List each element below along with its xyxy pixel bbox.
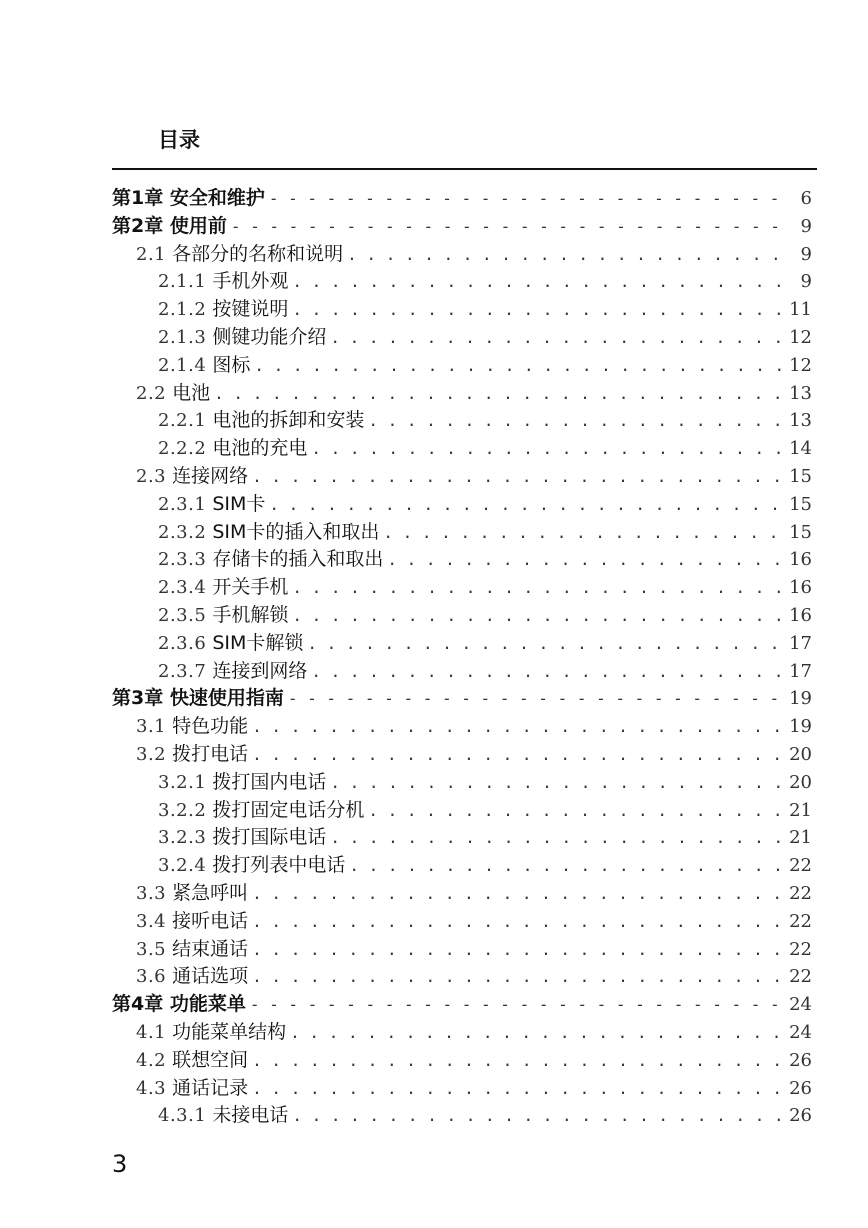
toc-entry-label: 结束通话: [172, 937, 249, 960]
toc-entry[interactable]: [112, 324, 812, 352]
toc-entry[interactable]: [112, 824, 812, 852]
toc-leader: [252, 1047, 785, 1075]
toc-entry-page: 26: [789, 1077, 812, 1099]
toc-entry-number: 2.2.1: [158, 410, 207, 432]
toc-leader: [311, 435, 785, 463]
toc-leader: [307, 630, 785, 658]
toc-entry[interactable]: [112, 546, 812, 574]
toc-entry-label: 拨打固定电话分机: [212, 798, 365, 821]
toc-entry[interactable]: [112, 380, 812, 408]
page-number: 3: [112, 1150, 128, 1178]
toc-entry[interactable]: [112, 435, 812, 463]
toc-leader: [330, 824, 785, 852]
toc-entry-label: 第1章 安全和维护: [112, 187, 265, 209]
toc-leader: [292, 296, 785, 324]
toc-entry-page: 16: [789, 577, 812, 599]
toc-entry-label: 电池的充电: [212, 437, 308, 460]
toc-leader: [252, 463, 785, 491]
toc-entry[interactable]: [112, 880, 812, 908]
toc-entry-label: 拨打列表中电话: [212, 854, 346, 877]
toc-leader: [368, 797, 785, 825]
toc-entry-label: 各部分的名称和说明: [172, 242, 344, 265]
toc-entry-label: SIM卡: [212, 492, 266, 515]
toc-entry-page: 20: [789, 743, 812, 765]
toc-entry-label: 第3章 快速使用指南: [112, 687, 284, 710]
toc-leader: [269, 185, 786, 213]
toc-entry-number: 2.3.7: [158, 660, 207, 682]
toc-entry-page: 12: [789, 354, 812, 376]
toc-entry-page: 16: [789, 604, 812, 626]
toc-entry-number: 4.3: [136, 1077, 167, 1099]
toc-entry-label: 第2章 使用前: [112, 214, 227, 237]
toc-entry-page: 26: [789, 1049, 812, 1071]
toc-entry[interactable]: [112, 713, 812, 741]
toc-entry-number: 2.3: [136, 465, 167, 487]
toc-entry-number: 2.1.1: [158, 271, 207, 293]
toc-entry-label: 未接电话: [212, 1104, 289, 1127]
toc-entry[interactable]: [112, 519, 812, 547]
toc-entry-number: 3.2.4: [158, 855, 207, 877]
toc-entry-page: 9: [800, 243, 812, 265]
toc-entry-page: 21: [789, 799, 812, 821]
toc-entry-number: 3.2.1: [158, 771, 207, 793]
toc-leader: [347, 241, 786, 269]
toc-entry-number: 4.1: [136, 1021, 167, 1043]
toc-entry-label: 电池的拆卸和安装: [212, 409, 365, 432]
toc-entry[interactable]: [112, 241, 812, 269]
toc-entry-page: 21: [789, 827, 812, 849]
toc-leader: [252, 908, 785, 936]
toc-leader: [252, 1075, 785, 1103]
toc-entry-page: 9: [800, 271, 812, 293]
toc-leader: [349, 852, 785, 880]
toc-leader: [292, 574, 785, 602]
toc-entry[interactable]: [112, 574, 812, 602]
toc-entry-number: 2.3.5: [158, 604, 207, 626]
toc-entry[interactable]: [112, 491, 812, 519]
toc-entry-label: SIM卡的插入和取出: [212, 520, 380, 543]
toc-leader: [252, 936, 785, 964]
toc-chapter-entry[interactable]: [112, 185, 812, 213]
toc-entry-number: 4.2: [136, 1049, 167, 1071]
toc-entry-page: 26: [789, 1105, 812, 1127]
toc-entry[interactable]: [112, 630, 812, 658]
toc-entry-page: 22: [789, 910, 812, 932]
toc-chapter-entry[interactable]: [112, 213, 812, 241]
toc-entry-number: 2.1.3: [158, 326, 207, 348]
toc-entry-page: 24: [789, 1021, 812, 1043]
toc-entry-label: 图标: [212, 353, 251, 376]
toc-entry-label: 联想空间: [172, 1048, 249, 1071]
toc-entry-number: 2.2: [136, 382, 167, 404]
toc-leader: [330, 769, 785, 797]
toc-entry-label: 侧键功能介绍: [212, 325, 327, 348]
toc-entry-label: 按键说明: [212, 298, 289, 321]
toc-entry-number: 3.2: [136, 743, 167, 765]
toc-entry-label: SIM卡解锁: [212, 631, 304, 654]
toc-entry-page: 6: [800, 188, 812, 209]
toc-title: 目录: [158, 128, 200, 152]
toc-entry-label: 手机解锁: [212, 603, 289, 626]
toc-entry-page: 13: [789, 410, 812, 432]
toc-leader: [254, 352, 785, 380]
toc-entry-page: 22: [789, 966, 812, 988]
toc-entry[interactable]: [112, 1102, 812, 1130]
toc-leader: [292, 1102, 785, 1130]
toc-entry-page: 16: [789, 549, 812, 571]
toc-entry[interactable]: [112, 852, 812, 880]
toc-leader: [383, 519, 785, 547]
toc-entry-label: 手机外观: [212, 270, 289, 293]
toc-leader: [252, 963, 785, 991]
toc-entry[interactable]: [112, 407, 812, 435]
toc-entry[interactable]: [112, 268, 812, 296]
toc-entry-page: 20: [789, 771, 812, 793]
toc-entry-number: 2.1: [136, 243, 167, 265]
toc-leader: [250, 991, 785, 1019]
toc-entry-page: 15: [789, 493, 812, 515]
toc-leader: [231, 213, 786, 241]
toc-entry-page: 24: [789, 994, 812, 1016]
toc-entry-page: 9: [800, 215, 812, 237]
toc-entry-number: 2.3.3: [158, 549, 207, 571]
toc-entry-page: 12: [789, 326, 812, 348]
toc-entry-label: 通话记录: [172, 1076, 249, 1099]
toc-entry-number: 3.2.2: [158, 799, 207, 821]
toc-entry-number: 3.1: [136, 716, 167, 738]
toc-entry-label: 开关手机: [212, 576, 289, 599]
toc-entry-page: 11: [789, 299, 812, 321]
toc-entry-page: 19: [789, 716, 812, 738]
toc-entry-label: 拨打电话: [172, 742, 249, 765]
toc-entry-page: 22: [789, 938, 812, 960]
toc-entry-label: 连接到网络: [212, 659, 308, 682]
toc-leader: [368, 407, 785, 435]
toc-entry-page: 22: [789, 855, 812, 877]
toc-entry-number: 2.1.2: [158, 299, 207, 321]
table-of-contents: [112, 185, 812, 1130]
toc-entry-page: 15: [789, 465, 812, 487]
toc-entry-page: 15: [789, 521, 812, 543]
toc-entry-label: 拨打国内电话: [212, 770, 327, 793]
toc-entry-number: 2.3.6: [158, 632, 207, 654]
title-divider: [112, 168, 817, 170]
toc-entry-number: 3.4: [136, 910, 167, 932]
toc-entry-page: 17: [789, 632, 812, 654]
toc-entry-page: 19: [789, 688, 812, 710]
toc-entry[interactable]: [112, 1019, 812, 1047]
toc-entry[interactable]: [112, 602, 812, 630]
toc-entry[interactable]: [112, 769, 812, 797]
toc-leader: [292, 602, 785, 630]
toc-leader: [311, 658, 785, 686]
toc-entry-number: 3.5: [136, 938, 167, 960]
toc-entry-number: 2.3.4: [158, 577, 207, 599]
toc-entry-label: 通话选项: [172, 965, 249, 988]
toc-entry[interactable]: [112, 963, 812, 991]
toc-leader: [290, 1019, 785, 1047]
toc-leader: [292, 268, 786, 296]
toc-entry-number: 3.6: [136, 966, 167, 988]
toc-entry[interactable]: [112, 658, 812, 686]
toc-chapter-entry[interactable]: [112, 685, 812, 713]
toc-entry-label: 存储卡的插入和取出: [212, 548, 384, 571]
toc-leader: [252, 741, 785, 769]
toc-entry-page: 14: [789, 438, 812, 460]
toc-entry-number: 3.2.3: [158, 827, 207, 849]
toc-entry-label: 接听电话: [172, 909, 249, 932]
toc-entry-number: 4.3.1: [158, 1105, 207, 1127]
toc-entry[interactable]: [112, 908, 812, 936]
toc-entry-page: 22: [789, 882, 812, 904]
toc-leader: [269, 491, 785, 519]
toc-entry-number: 2.1.4: [158, 354, 207, 376]
toc-entry[interactable]: [112, 352, 812, 380]
toc-entry[interactable]: [112, 741, 812, 769]
toc-entry-label: 第4章 功能菜单: [112, 993, 246, 1016]
toc-entry-number: 3.3: [136, 882, 167, 904]
toc-leader: [288, 685, 785, 713]
toc-entry-page: 13: [789, 382, 812, 404]
toc-entry[interactable]: [112, 463, 812, 491]
toc-entry-label: 功能菜单结构: [172, 1020, 287, 1043]
toc-entry[interactable]: [112, 1075, 812, 1103]
toc-leader: [387, 546, 785, 574]
toc-leader: [214, 380, 785, 408]
toc-entry-label: 紧急呼叫: [172, 881, 249, 904]
toc-leader: [330, 324, 785, 352]
toc-leader: [252, 880, 785, 908]
toc-entry-page: 17: [789, 660, 812, 682]
toc-entry-label: 连接网络: [172, 464, 249, 487]
toc-entry[interactable]: [112, 797, 812, 825]
toc-entry-label: 电池: [172, 381, 211, 404]
toc-entry[interactable]: [112, 1047, 812, 1075]
toc-entry-number: 2.3.2: [158, 521, 207, 543]
toc-entry[interactable]: [112, 936, 812, 964]
toc-entry-number: 2.3.1: [158, 493, 207, 515]
toc-chapter-entry[interactable]: [112, 991, 812, 1019]
toc-entry[interactable]: [112, 296, 812, 324]
toc-leader: [252, 713, 785, 741]
toc-entry-label: 拨打国际电话: [212, 826, 327, 849]
toc-entry-number: 2.2.2: [158, 438, 207, 460]
toc-entry-label: 特色功能: [172, 715, 249, 738]
